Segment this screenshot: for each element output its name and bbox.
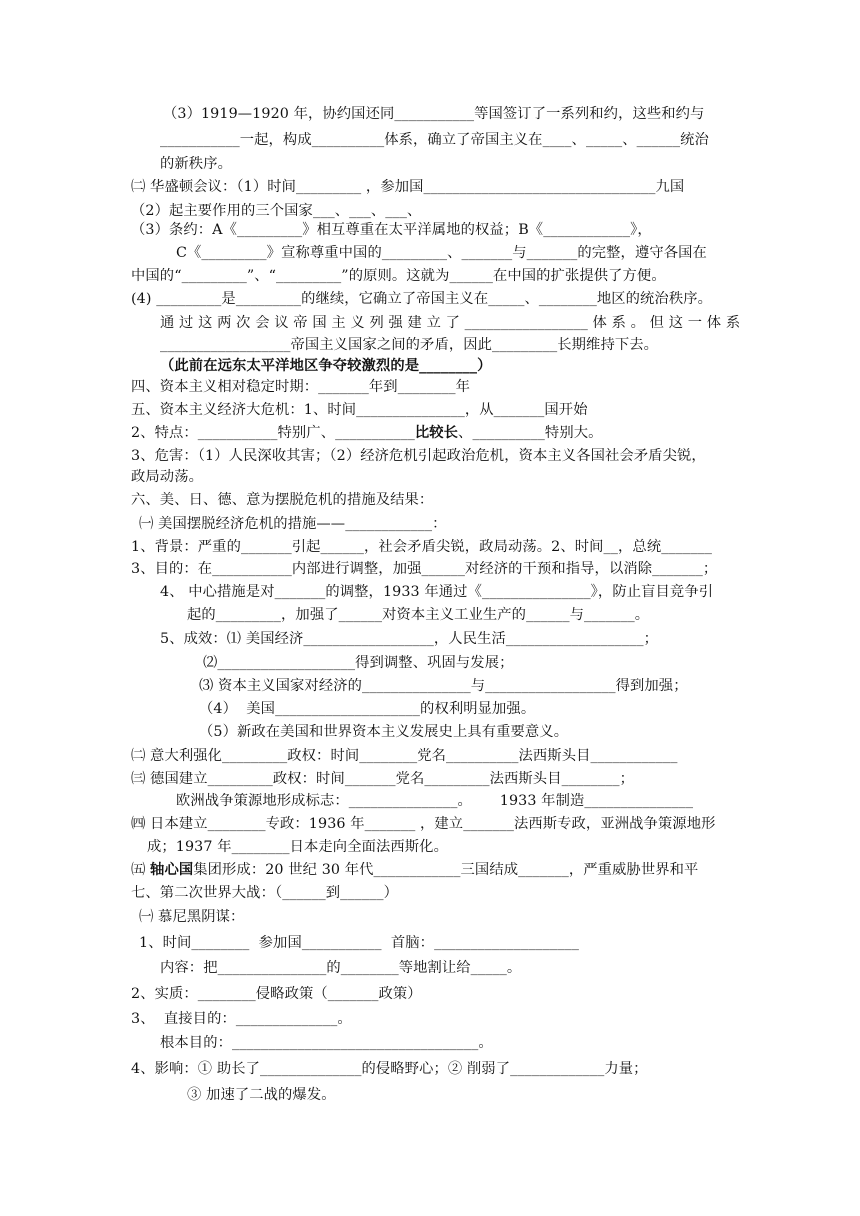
text-line: 起的_________，加强了______对资本主义工业生产的______与_______。 <box>187 607 650 623</box>
text-line: ㈤ 轴心国集团形成：20 世纪 30 年代____________三国结成_______，严重威胁世界和平 <box>131 862 699 878</box>
text-line: 3、目的：在___________内部进行调整，加强______对经济的干预和指导，以消除_______； <box>131 561 718 577</box>
text-line: ㈡ 意大利强化_________政权：时间________党名__________法西斯头目____________ <box>131 748 678 764</box>
text-line: 1、背景：严重的_______引起______，社会矛盾尖锐，政局动荡。2、时间__，总统_______ <box>131 539 712 555</box>
text-line: C《_________》宣称尊重中国的_________、_______与_______的完整，遵守各国在 <box>176 245 707 261</box>
text-line: 内容：把_______________的________等地割让给_____。 <box>160 960 522 976</box>
text-line: 的新秩序。 <box>160 156 232 172</box>
text-line: 4、 中心措施是对_______的调整，1933 年通过《_______________》，防止盲目竞争引 <box>160 584 714 600</box>
text-line: ㈠ 美国摆脱经济危机的措施——____________： <box>139 516 447 532</box>
text-line: ㈡ 华盛顿会议：（1）时间_________ ，参加国________________________________九国 <box>131 179 685 195</box>
text-line: 通 过 这 两 次 会 议 帝 国 主 义 列 强 建 立 了 _________________ 体 系 。 但 这 一 体 系 <box>160 315 741 331</box>
text-line: （此前在远东太平洋地区争夺较激烈的是________） <box>160 358 492 374</box>
text-line: (4) _________是_________的继续，它确立了帝国主义在_____、________地区的统治秩序。 <box>131 291 713 307</box>
text-line: 六、美、日、德、意为摆脱危机的措施及结果： <box>131 492 434 508</box>
text-line: 2、特点：___________特别广、___________比较长、__________特别大。 <box>131 425 603 441</box>
text-line: ③ 加速了二战的爆发。 <box>187 1087 336 1103</box>
text-line: ㈠ 慕尼黑阴谋： <box>139 909 245 925</box>
text-line: 欧洲战争策源地形成标志：_______________。 1933 年制造_______________ <box>176 793 694 809</box>
text-line: 中国的“_________”、“_________”的原则。这就为______在中国的扩张提供了方便。 <box>131 268 666 284</box>
text-line: 四、资本主义相对稳定时期：_______年到________年 <box>131 379 471 395</box>
text-line: 4、影响：① 助长了______________的侵略野心；② 削弱了_____________力量； <box>131 1061 648 1077</box>
text-line: 政局动荡。 <box>131 469 203 485</box>
text-line: ___________一起，构成__________体系，确立了帝国主义在____、_____、______统治 <box>160 132 709 148</box>
text-line: （2）起主要作用的三个国家___、___、___、 <box>131 203 422 219</box>
text-line: 5、成效：⑴ 美国经济__________________，人民生活___________________； <box>160 631 658 647</box>
text-line: 2、实质：________侵略政策（_______政策） <box>131 986 422 1002</box>
text-line: 成；1937 年________日本走向全面法西斯化。 <box>147 839 448 855</box>
text-line: （3）条约：A《_________》相互尊重在太平洋属地的权益；B《____________》， <box>131 222 652 238</box>
text-line: （4） 美国____________________的权利明显加强。 <box>199 701 536 717</box>
text-line: （5）新政在美国和世界资本主义发展史上具有重要意义。 <box>199 724 569 740</box>
text-line: ⑶ 资本主义国家对经济的_______________与__________________得到加强； <box>199 678 688 694</box>
bold-emphasis: 轴心国 <box>150 862 194 878</box>
text-line: 3、危害：（1）人民深收其害；（2）经济危机引起政治危机，资本主义各国社会矛盾尖锐， <box>131 448 706 464</box>
text-line: 七、第二次世界大战：（______到______） <box>131 885 398 901</box>
text-line: 根本目的：__________________________________。 <box>160 1035 493 1051</box>
bold-emphasis: 比较长 <box>414 425 459 441</box>
text-line: ⑵___________________得到调整、巩固与发展； <box>203 655 514 671</box>
text-line: 1、时间________ 参加国___________ 首脑：____________________ <box>139 935 580 951</box>
text-line: 3、 直接目的：______________。 <box>131 1011 352 1027</box>
text-line: 五、资本主义经济大危机：1、时间_______________，从_______国开始 <box>131 402 588 418</box>
text-line: ㈢ 德国建立_________政权：时间_______党名_________法西斯头目________； <box>131 771 634 787</box>
text-line: ㈣ 日本建立________专政：1936 年_______ ，建立_______法西斯专政，亚洲战争策源地形 <box>131 816 716 832</box>
text-line: （3）1919—1920 年，协约国还同___________等国签订了一系列和约，这些和约与 <box>163 106 705 122</box>
text-line: __________________帝国主义国家之间的矛盾，因此_________长期维持下去。 <box>160 337 659 353</box>
